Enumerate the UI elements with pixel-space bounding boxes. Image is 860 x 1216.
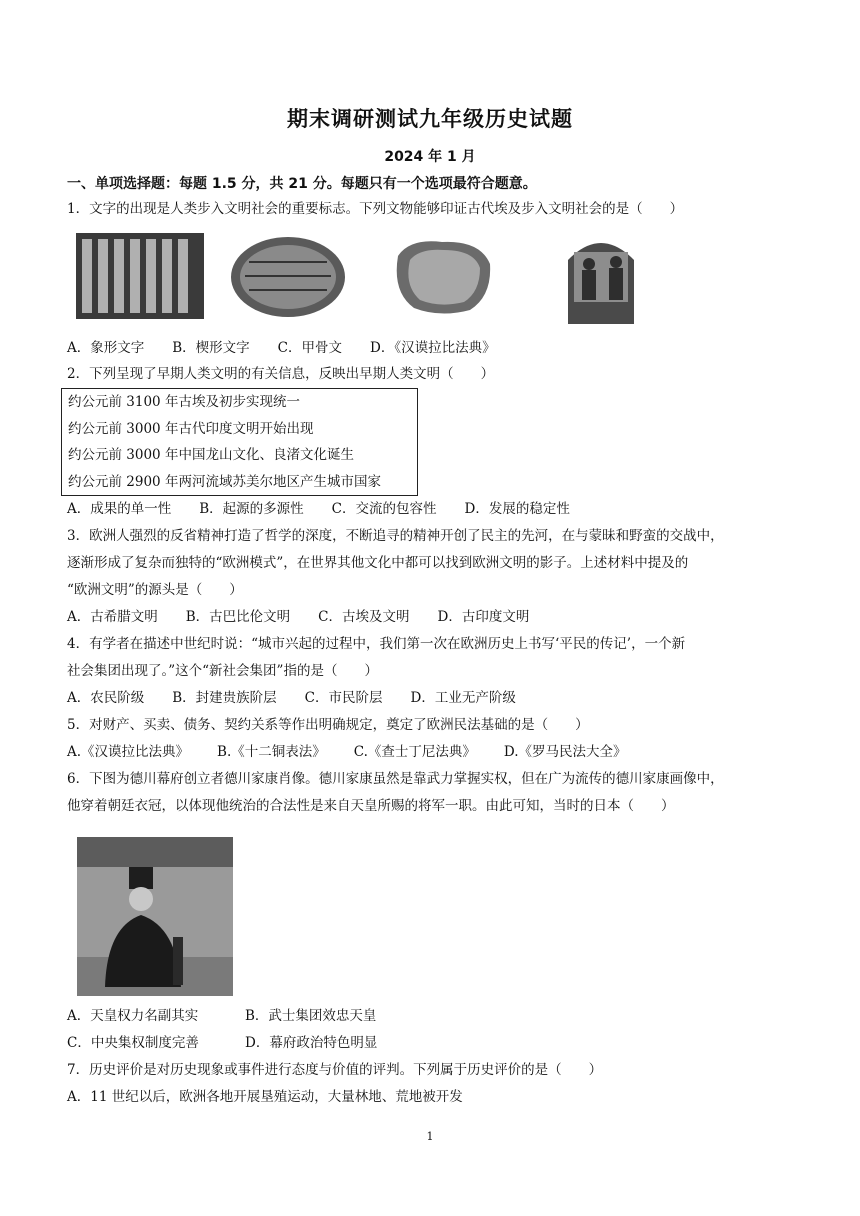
q2-box-line: 约公元前 2900 年两河流域苏美尔地区产生城市国家 <box>68 473 381 490</box>
q7-option-a[interactable]: A．11 世纪以后，欧洲各地开展垦殖运动，大量林地、荒地被开发 <box>67 1089 463 1105</box>
q5-stem: 5．对财产、买卖、债务、契约关系等作出明确规定，奠定了欧洲民法基础的是（ ） <box>67 717 589 733</box>
q5-option-c[interactable]: C.《查士丁尼法典》 <box>353 744 476 760</box>
q2-box-line: 约公元前 3000 年古代印度文明开始出现 <box>68 420 314 437</box>
q1-stem: 1．文字的出现是人类步入文明社会的重要标志。下列文物能够印证古代埃及步入文明社会的是（ ） <box>67 201 684 217</box>
q3-option-a[interactable]: A．古希腊文明 <box>67 609 158 625</box>
q3-option-c[interactable]: C．古埃及文明 <box>318 609 410 625</box>
q1-options <box>67 338 524 358</box>
q2-box-line: 约公元前 3100 年古埃及初步实现统一 <box>68 394 300 410</box>
section-heading: 一、单项选择题：每题 1.5 分，共 21 分。每题只有一个选项最符合题意。 <box>67 176 537 192</box>
q5-option-a[interactable]: A.《汉谟拉比法典》 <box>67 744 190 760</box>
q2-info-box <box>61 388 418 496</box>
q6-option-c[interactable]: C．中央集权制度完善 <box>67 1035 199 1051</box>
q5-option-d[interactable]: D.《罗马民法大全》 <box>503 744 627 760</box>
q1-option-a[interactable]: A．象形文字 <box>67 340 145 356</box>
q1-option-c[interactable]: C．甲骨文 <box>277 340 343 356</box>
q2-option-a[interactable]: A．成果的单一性 <box>67 501 172 517</box>
q3-option-d[interactable]: D．古印度文明 <box>437 609 530 625</box>
q6-option-a[interactable]: A．天皇权力名副其实 <box>67 1008 199 1024</box>
q6-line-1: 6．下图为德川幕府创立者德川家康肖像。德川家康虽然是靠武力掌握实权，但在广为流传的德川家康画像中， <box>67 771 724 787</box>
q6-option-b[interactable]: B．武士集团效忠天皇 <box>245 1008 377 1024</box>
tokugawa-portrait-image <box>77 837 233 996</box>
q6-options-row1 <box>67 1006 376 1026</box>
q2-option-b[interactable]: B．起源的多源性 <box>199 501 304 517</box>
q2-option-d[interactable]: D．发展的稳定性 <box>464 501 570 517</box>
q1-option-d[interactable]: D．《汉谟拉比法典》 <box>370 340 496 356</box>
q2-stem: 2．下列呈现了早期人类文明的有关信息，反映出早期人类文明（ ） <box>67 366 495 382</box>
q5-option-b[interactable]: B.《十二铜表法》 <box>217 744 326 760</box>
page-title: 期末调研测试九年级历史试题 <box>287 107 573 131</box>
q4-line-2: 社会集团出现了。”这个“新社会集团”指的是（ ） <box>67 663 378 679</box>
q6-options-row2 <box>67 1033 377 1053</box>
q4-option-d[interactable]: D．工业无产阶级 <box>410 690 516 706</box>
q4-options <box>67 688 544 708</box>
oracle-bone-image <box>390 236 494 318</box>
code-of-hammurabi-image <box>554 232 648 324</box>
q3-line-2: 逐渐形成了复杂而独特的“欧洲模式”，在世界其他文化中都可以找到欧洲文明的影子。上述材料中提及的 <box>67 555 689 571</box>
cuneiform-tablet-image <box>229 234 347 320</box>
q4-option-c[interactable]: C．市民阶层 <box>304 690 383 706</box>
q6-option-d[interactable]: D．幕府政治特色明显 <box>245 1035 378 1051</box>
q3-options <box>67 607 557 627</box>
q3-option-b[interactable]: B．古巴比伦文明 <box>185 609 291 625</box>
page-number: 1 <box>426 1130 434 1143</box>
hieroglyph-image <box>76 233 204 319</box>
q3-line-1: 3．欧洲人强烈的反省精神打造了哲学的深度，不断追寻的精神开创了民主的先河，在与蒙昧和野蛮的交战中， <box>67 528 724 544</box>
q1-option-b[interactable]: B．楔形文字 <box>172 340 250 356</box>
q7-stem: 7．历史评价是对历史现象或事件进行态度与价值的评判。下列属于历史评价的是（ ） <box>67 1062 603 1078</box>
q2-option-c[interactable]: C．交流的包容性 <box>331 501 437 517</box>
q3-line-3: “欧洲文明”的源头是（ ） <box>67 582 243 598</box>
q2-options <box>67 499 598 519</box>
exam-date: 2024 年 1 月 <box>384 149 476 165</box>
q4-line-1: 4．有学者在描述中世纪时说：“城市兴起的过程中，我们第一次在欧洲历史上书写‘平民的传记’，一个新 <box>67 636 686 652</box>
q5-options <box>67 742 655 762</box>
q2-box-line: 约公元前 3000 年中国龙山文化、良渚文化诞生 <box>68 447 354 463</box>
q6-line-2: 他穿着朝廷衣冠，以体现他统治的合法性是来自天皇所赐的将军一职。由此可知，当时的日本（ ） <box>67 798 675 814</box>
q4-option-b[interactable]: B．封建贵族阶层 <box>172 690 277 706</box>
q4-option-a[interactable]: A．农民阶级 <box>67 690 145 706</box>
